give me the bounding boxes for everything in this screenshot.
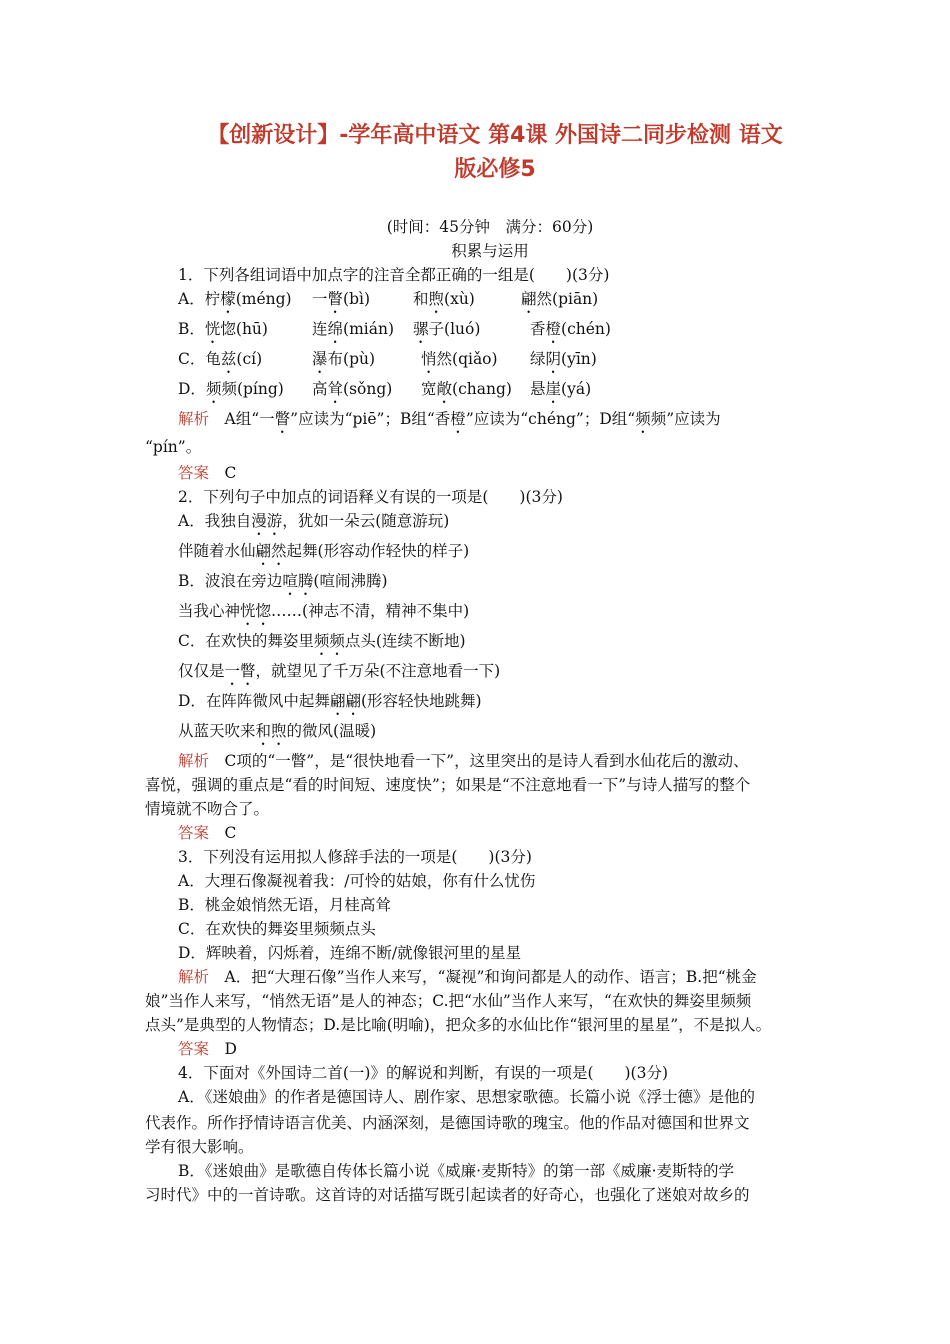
q1-option-a-word4: 翩然(piān) xyxy=(521,290,599,308)
q4-stem: 4．下面对《外国诗二首(一)》的解说和判断，有误的一项是( )(3分) xyxy=(178,1064,669,1082)
q2-option-c-line1: C．在欢快的舞姿里频频点头(连续不断地) xyxy=(178,632,466,650)
q1-option-d-word2: 高耸(sǒng) xyxy=(312,380,393,398)
section-heading: 积累与运用 xyxy=(451,242,529,260)
q1-option-c-word2: 瀑布(pù) xyxy=(312,350,376,368)
q3-answer: 答案 D xyxy=(178,1040,237,1058)
q4-option-a-line3: 学有很大影响。 xyxy=(145,1138,254,1156)
document-title-line-1: 【创新设计】-学年高中语文 第4课 外国诗二同步检测 语文 xyxy=(207,123,783,148)
q1-option-c-word4: 绿阴(yīn) xyxy=(530,350,597,368)
q4-option-b-line2: 习时代》中的一首诗歌。这首诗的对话描写既引起读者的好奇心，也强化了迷娘对故乡的 xyxy=(145,1186,750,1204)
document-title-line-2: 版必修5 xyxy=(454,157,536,182)
q2-option-a-line1: A．我独自漫游，犹如一朵云(随意游玩) xyxy=(178,512,450,530)
q1-stem: 1．下列各组词语中加点字的注音全都正确的一组是( )(3分) xyxy=(178,266,610,284)
q3-option-a: A．大理石像凝视着我：/可怜的姑娘，你有什么忧伤 xyxy=(178,872,536,890)
q2-option-d-line2: 从蓝天吹来和煦的微风(温暖) xyxy=(178,722,377,740)
q1-option-d: D．频频(píng) xyxy=(178,380,284,398)
q3-analysis-line3: 点头”是典型的人物情态；D.是比喻(明喻)，把众多的水仙比作“银河里的星星”，不是拟人。 xyxy=(145,1016,772,1034)
q2-analysis-line1: 解析 C项的“一瞥”，是“很快地看一下”，这里突出的是诗人看到水仙花后的激动、 xyxy=(178,752,749,770)
analysis-label: 解析 xyxy=(178,752,210,770)
q3-option-b: B．桃金娘悄然无语，月桂高耸 xyxy=(178,896,391,914)
q3-analysis-line1: 解析 A．把“大理石像”当作人来写，“凝视”和询问都是人的动作、语言；B.把“桃金 xyxy=(178,968,757,986)
q2-analysis-line2: 喜悦，强调的重点是“看的时间短、速度快”；如果是“不注意地看一下”与诗人描写的整个 xyxy=(145,776,751,794)
q4-option-b-line1: B．《迷娘曲》是歌德自传体长篇小说《威廉·麦斯特》的第一部《威廉·麦斯特的学 xyxy=(178,1162,734,1180)
q2-option-a-line2: 伴随着水仙翩然起舞(形容动作轻快的样子) xyxy=(178,542,470,560)
analysis-label: 解析 xyxy=(178,410,210,428)
q1-option-a: A．柠檬(méng) xyxy=(178,290,292,308)
q1-option-b-word2: 连绵(mián) xyxy=(312,320,395,338)
q1-option-a-word2: 一瞥(bì) xyxy=(312,290,371,308)
q1-option-a-word3: 和煦(xù) xyxy=(413,290,475,308)
q1-option-b-word4: 香橙(chén) xyxy=(530,320,611,338)
q2-answer: 答案 C xyxy=(178,824,237,842)
analysis-label: 解析 xyxy=(178,968,210,986)
q1-analysis-continued: “pín”。 xyxy=(145,438,202,456)
answer-label: 答案 xyxy=(178,824,210,842)
q1-answer: 答案 C xyxy=(178,464,237,482)
q3-option-c: C．在欢快的舞姿里频频点头 xyxy=(178,920,376,938)
time-score-info: (时间：45分钟 满分：60分) xyxy=(386,218,594,236)
q3-option-d: D．辉映着，闪烁着，连绵不断/就像银河里的星星 xyxy=(178,944,522,962)
q1-option-b: B．恍惚(hū) xyxy=(178,320,268,338)
q2-option-c-line2: 仅仅是一瞥，就望见了千万朵(不注意地看一下) xyxy=(178,662,501,680)
q4-option-a-line1: A．《迷娘曲》的作者是德国诗人、剧作家、思想家歌德。长篇小说《浮士德》是他的 xyxy=(178,1088,755,1106)
q1-option-c: C．龟兹(cí) xyxy=(178,350,263,368)
q2-option-b-line1: B．波浪在旁边喧腾(喧闹沸腾) xyxy=(178,572,388,590)
q1-option-c-word3: 悄然(qiǎo) xyxy=(421,350,498,368)
q1-option-d-word3: 宽敞(chang) xyxy=(421,380,512,398)
q1-analysis: 解析 A组“一瞥”应读为“piē”；B组“香橙”应读为“chéng”；D组“频频”应读为 xyxy=(178,410,721,428)
q1-option-b-word3: 骡子(luó) xyxy=(413,320,481,338)
q2-analysis-line3: 情境就不吻合了。 xyxy=(145,800,270,818)
answer-label: 答案 xyxy=(178,464,210,482)
q3-analysis-line2: 娘”当作人来写，“悄然无语”是人的神态；C.把“水仙”当作人来写，“在欢快的舞姿里频频 xyxy=(145,992,752,1010)
q1-option-d-word4: 悬崖(yá) xyxy=(530,380,592,398)
answer-label: 答案 xyxy=(178,1040,210,1058)
q2-option-d-line1: D．在阵阵微风中起舞翩翩(形容轻快地跳舞) xyxy=(178,692,482,710)
q3-stem: 3．下列没有运用拟人修辞手法的一项是( )(3分) xyxy=(178,848,532,866)
q4-option-a-line2: 代表作。所作抒情诗语言优美、内涵深刻，是德国诗歌的瑰宝。他的作品对德国和世界文 xyxy=(145,1114,750,1132)
q2-option-b-line2: 当我心神恍惚……(神志不清，精神不集中) xyxy=(178,602,470,620)
q2-stem: 2．下列句子中加点的词语释义有误的一项是( )(3分) xyxy=(178,488,563,506)
